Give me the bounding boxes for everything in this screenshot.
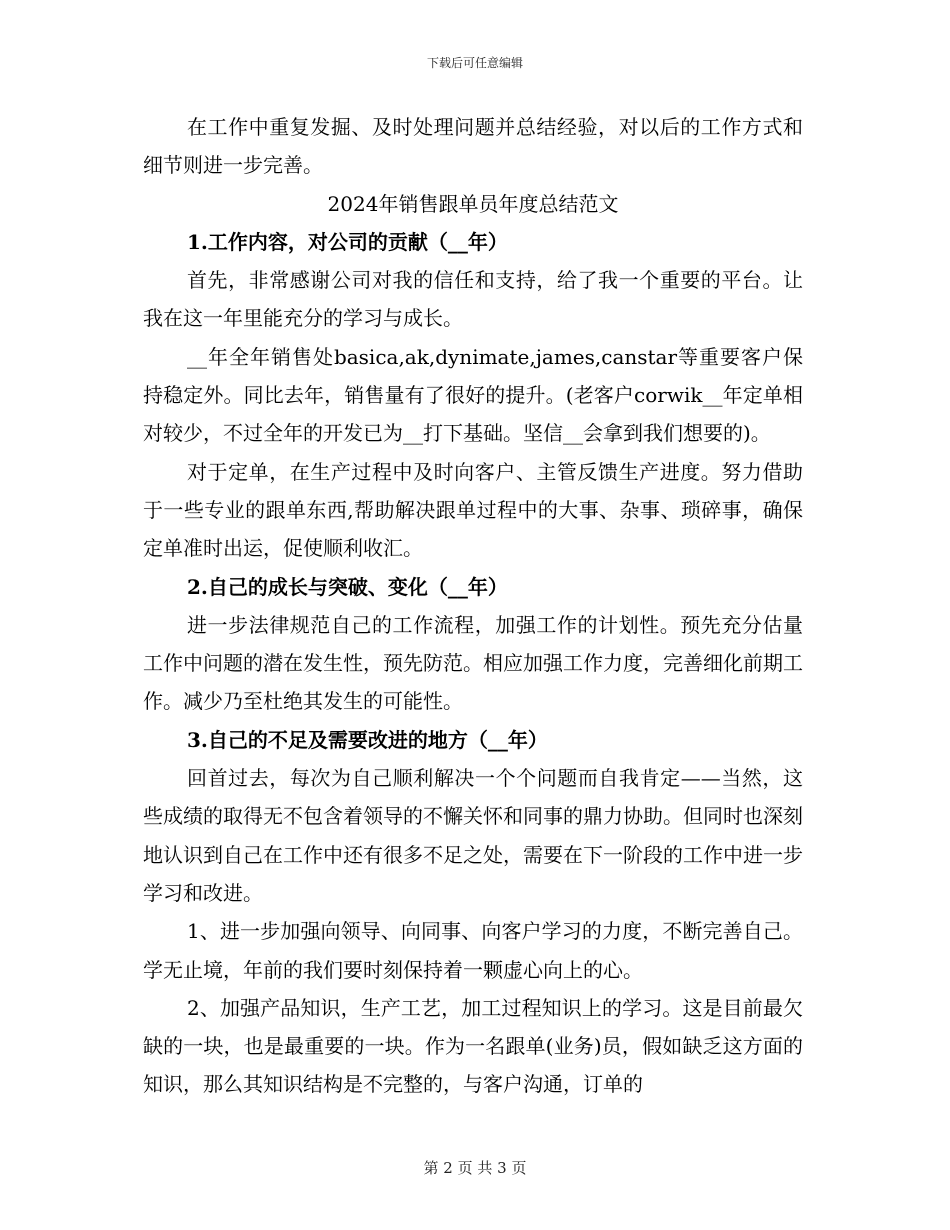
section-3-paragraph-1: 回首过去，每次为自己顺利解决一个个问题而自我肯定——当然，这些成绩的取得无不包含着领导的不懈关怀和同事的鼎力协助。但同时也深刻地认识到自己在工作中还有很多不足之处，需要在下一阶段的工作中进一步学习和改进。 [143,766,803,905]
section-1-paragraph-3: 对于定单，在生产过程中及时向客户、主管反馈生产进度。努力借助于一些专业的跟单东西,帮助解决跟单过程中的大事、杂事、琐碎事，确保定单准时出运，促使顺利收汇。 [143,459,803,561]
document-body [143,108,803,1104]
section-heading-3: 3.自己的不足及需要改进的地方（__年） [187,727,548,752]
intro-paragraph: 在工作中重复发掘、及时处理问题并总结经验，对以后的工作方式和细节则进一步完善。 [143,115,803,178]
page-number: 第 2 页 共 3 页 [423,1159,527,1177]
section-3-paragraph-3: 2、加强产品知识，生产工艺，加工过程知识上的学习。这是目前最欠缺的一块，也是最重要的一块。作为一名跟单(业务)员，假如缺乏这方面的知识，那么其知识结构是不完整的，与客户沟通，订单的 [143,995,803,1097]
section-2-paragraph-1: 进一步法律规范自己的工作流程，加强工作的计划性。预先充分估量工作中问题的潜在发生性，预先防范。相应加强工作力度，完善细化前期工作。减少乃至杜绝其发生的可能性。 [143,612,803,714]
section-1-paragraph-1: 首先，非常感谢公司对我的信任和支持，给了我一个重要的平台。让我在这一年里能充分的学习与成长。 [143,268,803,331]
section-3-paragraph-2: 1、进一步加强向领导、向同事、向客户学习的力度，不断完善自己。学无止境，年前的我们要时刻保持着一颗虚心向上的心。 [143,919,803,982]
page-header: 下载后可任意编辑 [426,56,523,70]
section-1-paragraph-2: __年全年销售处basica,ak,dynimate,james,canstar等重要客户保持稳定外。同比去年，销售量有了很好的提升。(老客户corwik__年定单相对较少，不过全年的开发已为__打下基础。坚信__会拿到我们想要的)。 [143,344,803,446]
document-title: 2024年销售跟单员年度总结范文 [327,191,619,216]
section-heading-1: 1.工作内容，对公司的贡献（__年） [187,229,508,254]
section-heading-2: 2.自己的成长与突破、变化（__年） [187,574,508,599]
